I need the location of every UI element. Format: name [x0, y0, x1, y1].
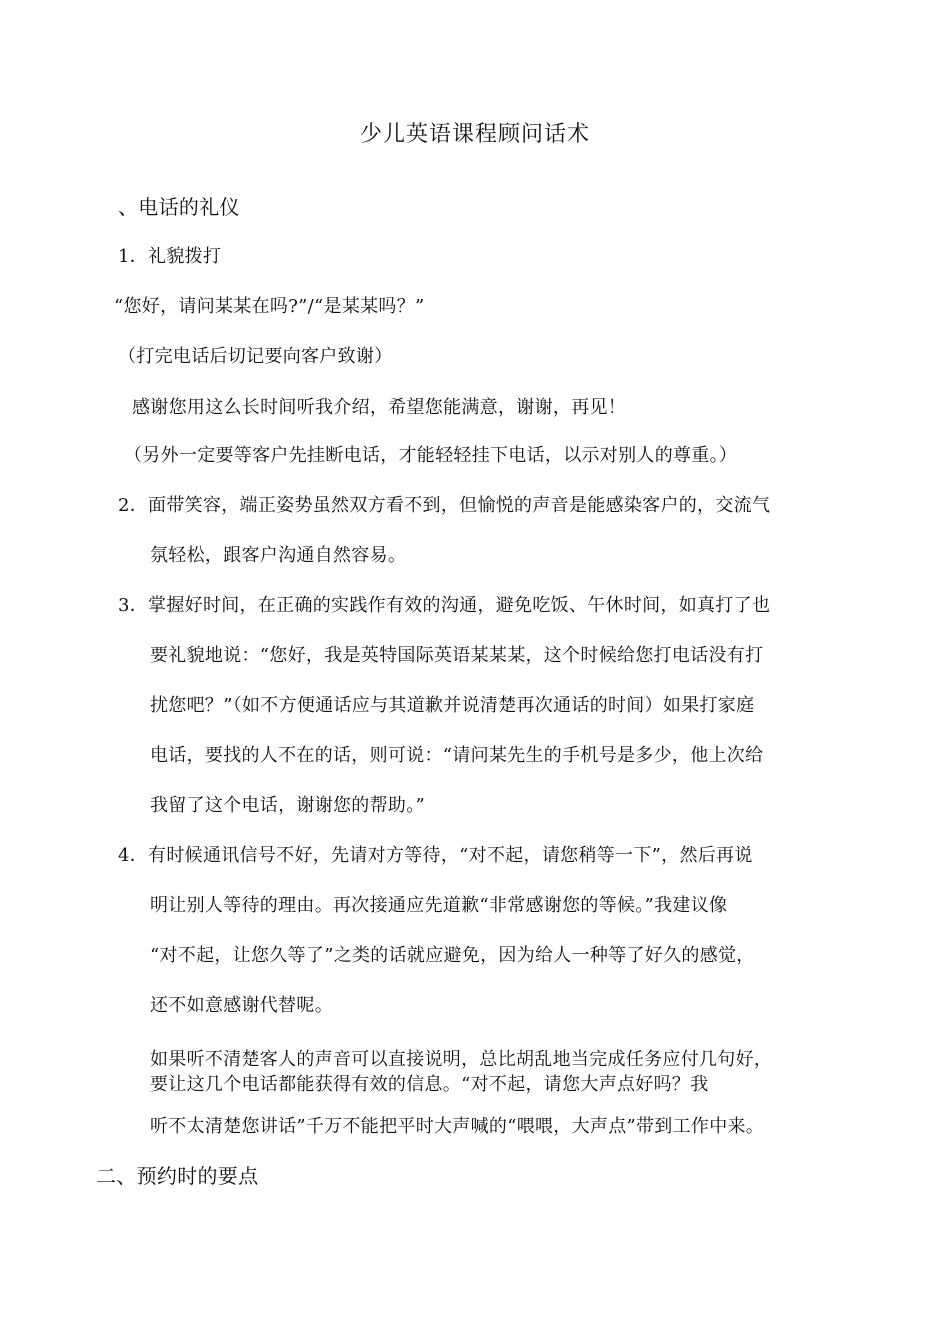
item-1-greeting: “您好，请问某某在吗?”/“是某某吗？” — [114, 296, 425, 317]
item-4-line-4: 还不如意感谢代替呢。 — [150, 995, 333, 1016]
section-2-heading: 二、预约时的要点 — [96, 1164, 259, 1188]
item-1-thanks: 感谢您用这么长时间听我介绍，希望您能满意，谢谢，再见！ — [132, 397, 627, 418]
item-2-line-1: 2．面带笑容，端正姿势虽然双方看不到，但愉悦的声音是能感染客户的，交流气 — [118, 495, 771, 516]
item-3-line-5: 我留了这个电话，谢谢您的帮助。” — [150, 795, 426, 816]
section-1-heading: 、电话的礼仪 — [118, 195, 240, 219]
item-2-line-2: 氛轻松，跟客户沟通自然容易。 — [150, 545, 407, 566]
item-1-note-1: （打完电话后切记要向客户致谢） — [118, 346, 393, 367]
page-title: 少儿英语课程顾问话术 — [359, 122, 590, 147]
item-4-line-2: 明让别人等待的理由。再次接通应先道歉“非常感谢您的等候。”我建议像 — [150, 895, 728, 916]
paragraph-line-2: 要让这几个电话都能获得有效的信息。“对不起，请您大声点好吗？我 — [150, 1074, 709, 1095]
item-4-line-3: “对不起，让您久等了”之类的话就应避免，因为给人一种等了好久的感觉， — [150, 945, 755, 966]
item-1-label: 1．礼貌拨打 — [118, 246, 222, 267]
item-3-line-4: 电话，要找的人不在的话，则可说：“请问某先生的手机号是多少，他上次给 — [150, 745, 764, 766]
paragraph-line-3: 听不太清楚您讲话”千万不能把平时大声喊的“喂喂，大声点”带到工作中来。 — [150, 1116, 765, 1137]
item-3-line-3: 扰您吧？”（如不方便通话应与其道歉并说清楚再次通话的时间）如果打家庭 — [150, 695, 755, 716]
item-4-line-1: 4．有时候通讯信号不好，先请对方等待，“对不起，请您稍等一下”，然后再说 — [118, 845, 753, 866]
item-1-note-2: （另外一定要等客户先挂断电话，才能轻轻挂下电话，以示对别人的尊重。） — [124, 445, 738, 466]
item-3-line-2: 要礼貌地说：“您好，我是英特国际英语某某某，这个时候给您打电话没有打 — [150, 645, 764, 666]
paragraph-line-1: 如果听不清楚客人的声音可以直接说明，总比胡乱地当完成任务应付几句好， — [150, 1049, 773, 1070]
item-3-line-1: 3．掌握好时间，在正确的实践作有效的沟通，避免吃饭、午休时间，如真打了也 — [118, 595, 771, 616]
